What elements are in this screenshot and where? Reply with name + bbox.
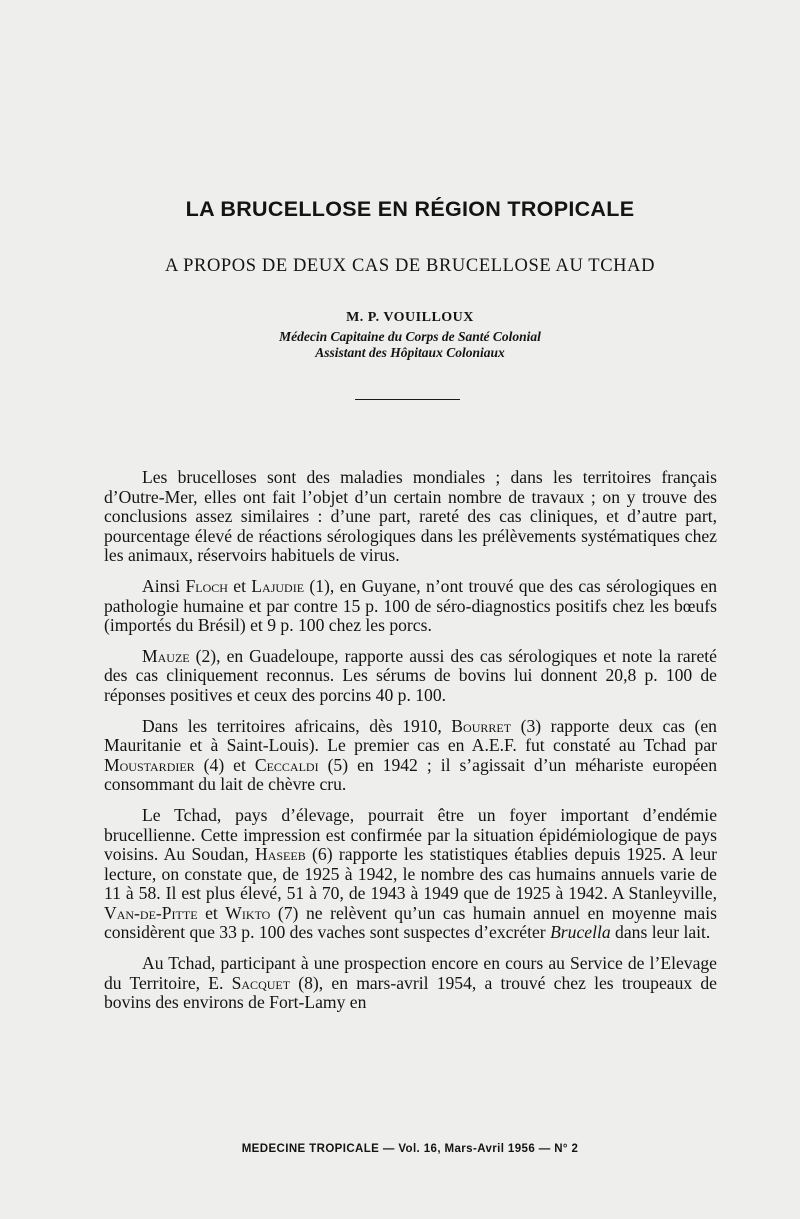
paragraph-1 [104, 468, 717, 566]
paragraph-text: (6) rapporte les statistiques établies depuis 1925. A leur lecture, on constate que, de 1925 à 1942, le nombre des cas humains annuels varie de 11 à 58. Il est plus élevé, 51 à 70, de 1943 à 1949 que de 1925 à 1942. A Stanleyville, [104, 844, 718, 904]
paragraph-text: Ainsi [142, 575, 186, 596]
paragraph-text: Le Tchad, pays d’élevage, pourrait être un foyer important d’endémie brucellienne. Cette impression est confirmée par la situation épidémiologique de pays voisins. Au Soudan, [104, 804, 717, 865]
paragraph-text: Dans les territoires africains, dès 1910, [142, 715, 452, 736]
paragraph-4 [104, 717, 717, 795]
paragraph-text: et [227, 575, 252, 596]
paragraph-text: (7) ne relèvent qu’un cas humain annuel en moyenne mais considèrent que 33 p. 100 des vaches sont suspectes d’excréter [104, 902, 717, 943]
author-name: M. P. VOUILLOUX [346, 310, 474, 325]
cited-author: Wikto [225, 902, 271, 923]
paragraph-text: (3) rapporte deux cas (en Mauritanie et à Saint-Louis). Le premier cas en A.E.F. fut constaté au Tchad par [104, 715, 717, 756]
paragraph-text: (2), en Guadeloupe, rapporte aussi des cas sérologiques et note la rareté des cas cliniquement reconnus. Les sérums de bovins lui donnent 20,8 p. 100 de réponses positives et ceux des porcins 40 p. 100. [104, 645, 717, 705]
paragraph-6 [104, 954, 717, 1013]
cited-author: Sacquet [231, 972, 291, 993]
cited-author: Floch [185, 575, 228, 596]
paragraph-text: Au Tchad, participant à une prospection encore en cours au Service de l’Elevage du Territoire, E. [104, 953, 717, 993]
cited-author: Van-de-Pitte [104, 902, 198, 923]
cited-author: Lajudie [251, 575, 305, 596]
paragraph-text: Les brucelloses sont des maladies mondiales ; dans les territoires français d’Outre-Mer, elles ont fait l’objet d’un certain nombre de travaux ; on y trouve des conclusions assez similaires : d’une part, rareté des cas cliniques, et d’autre part, pourcentage élevé de réactions sérologiques dans les prélèvements systématiques chez les animaux, réservoirs habituels de virus. [104, 467, 717, 566]
paragraph-text: (1), en Guyane, n’ont trouvé que des cas sérologiques en pathologie humaine et par contre 15 p. 100 de séro-diagnostics positifs chez les bœufs (importés du Brésil) et 9 p. 100 chez les porcs. [104, 575, 717, 636]
paragraph-text: (8), en mars-avril 1954, a trouvé chez les troupeaux de bovins des environs de Fort-Lamy en [104, 972, 717, 1013]
article-title: LA BRUCELLOSE EN RÉGION TROPICALE [185, 197, 635, 221]
paragraph-text: (5) en 1942 ; il s’agissait d’un méhariste européen consommant du lait de chèvre cru. [104, 754, 717, 795]
paragraph-2 [104, 577, 717, 636]
paragraph-text: et [197, 902, 226, 923]
cited-author: Moustardier [104, 754, 195, 775]
author-affiliation-1: Médecin Capitaine du Corps de Santé Colonial [279, 329, 541, 344]
cited-author: Mauze [142, 645, 190, 666]
paragraph-3 [104, 647, 717, 706]
paragraph-5 [104, 806, 717, 943]
genus-name: Brucella [550, 922, 611, 943]
cited-author: Ceccaldi [254, 754, 319, 775]
author-affiliation-2: Assistant des Hôpitaux Coloniaux [315, 345, 505, 360]
paragraph-text: (4) et [194, 754, 255, 775]
separator-rule [355, 399, 460, 400]
cited-author: Haseeb [255, 844, 306, 865]
article-subtitle: A PROPOS DE DEUX CAS DE BRUCELLOSE AU TCHAD [164, 256, 656, 276]
paragraph-text: dans leur lait. [610, 922, 711, 943]
journal-footer: MEDECINE TROPICALE — Vol. 16, Mars-Avril 1956 — N° 2 [241, 1143, 579, 1155]
cited-author: Bourret [451, 715, 512, 736]
article-body [104, 468, 717, 1024]
